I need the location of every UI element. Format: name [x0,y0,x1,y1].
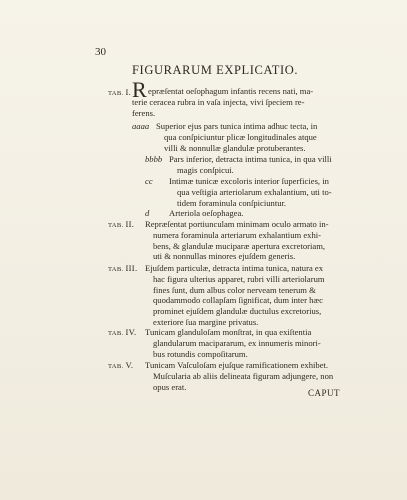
tab2-line: bens, & glandulæ muciparæ apertura excretoriam, [153,240,326,251]
tab2-text [145,219,355,262]
tab2-line: uti & nonnullas minores ejuſdem generis. [153,251,296,262]
tab1-text [148,86,348,97]
tab3-line: hac figura ulterius apparet, rubri villi arteriolarum [153,273,325,284]
tab3-line: fines ſunt, dum albus color nerveam tenerum & [153,284,316,295]
tab2-line: numera foraminula arteriarum exhalantium exhi- [153,229,321,240]
tab3-line: exteriore ſua margine privatus. [153,316,259,327]
sub-line: villi & nonnullæ glandulæ protuberantes. [164,142,306,153]
tab4-line: bus rotundis compoſitarum. [153,348,248,359]
sub-line: Superior ejus pars tunica intima adhuc tecta, in [156,121,318,131]
tab5-line: Muſcularia ab aliis delineata figuram adjungere, non [153,370,334,381]
tab4-text [145,327,355,359]
sub-line: Pars inferior, detracta intima tunica, in qua villi [169,154,332,164]
sub-line: Intimæ tunicæ excoloris interior ſuperficies, in [169,176,329,186]
tab4-line: Tunicam glanduloſam monſtrat, in qua exiſtentia [145,327,312,337]
tab-label-4: TAB. IV. [108,327,137,337]
catchword: CAPUT [308,388,341,398]
sub-line: qua conſpiciuntur plicæ longitudinales atque [164,131,317,142]
tab3-line: prominet ejuſdem glandulæ ductulus excretorius, [153,306,322,317]
sub-line: Arteriola oeſophagea. [169,208,244,218]
tab1-text-cont [132,97,352,119]
page-number: 30 [95,46,106,58]
tab3-line: quodammodo collapſam ſignificat, dum inter hæc [153,295,323,306]
page-title: FIGURARUM EXPLICATIO. [132,63,299,77]
sub-line: tidem foraminula conſpiciuntur. [177,197,287,208]
tab-label-1: TAB. I. [108,87,132,97]
tab1-line: ferens. [132,107,156,118]
tab1-line: epræſentat oeſophagum infantis recens nati, ma- [148,86,314,96]
sub-line: magis conſpicui. [177,164,234,175]
tab2-line: Repræſentat portiunculam minimam oculo armato in- [145,219,329,229]
tab-label-3: TAB. III. [108,263,138,273]
sub-line: qua veſtigia arteriolarum exhalantium, uti to- [177,186,332,197]
tab5-line: opus erat. [153,381,187,392]
tab3-text [145,263,355,328]
sub-mark: aaaa [132,121,150,131]
sub-mark: bbbb [145,154,163,164]
tab4-line: glandularum macipararum, ex innumeris minori- [153,337,321,348]
tab-label-2: TAB. II. [108,219,135,229]
tab5-line: Tunicam Vaſculoſam ejuſque ramificationem exhibet. [145,360,329,370]
tab-label-5: TAB. V. [108,360,134,370]
tab3-line: Ejuſdem particulæ, detracta intima tunica, natura ex [145,263,324,273]
sub-mark: d [145,208,150,218]
drop-cap: R [132,77,147,102]
sub-mark: cc [145,176,153,186]
tab1-line: terie ceracea rubra in vaſa injecta, vivi ſpeciem re- [132,97,305,107]
